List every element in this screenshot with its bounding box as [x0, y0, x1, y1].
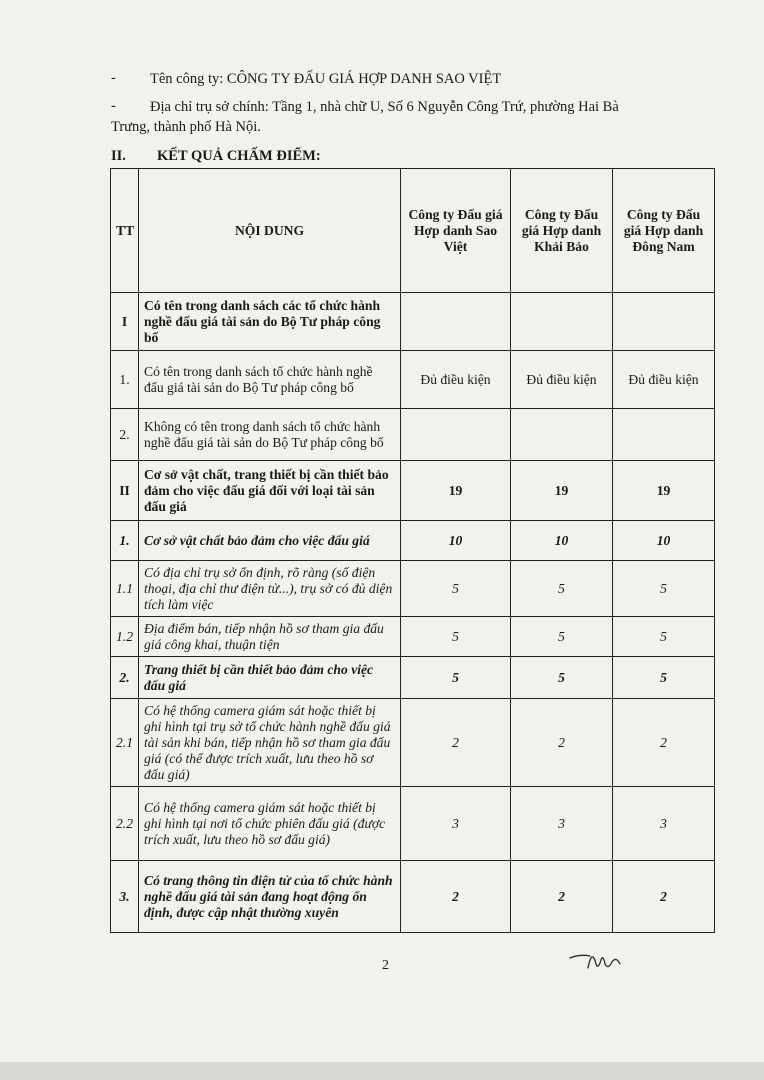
score-sao-viet: 2 [401, 861, 511, 933]
row-tt: II [111, 461, 139, 521]
row-tt: 3. [111, 861, 139, 933]
row-tt: 1.1 [111, 561, 139, 617]
row-content: Địa điểm bán, tiếp nhận hồ sơ tham gia đấu giá công khai, thuận tiện [139, 617, 401, 657]
row-content: Không có tên trong danh sách tổ chức hành nghề đấu giá tài sản do Bộ Tư pháp công bố [139, 409, 401, 461]
score-khai-bao: 2 [511, 699, 613, 787]
score-khai-bao: 2 [511, 861, 613, 933]
row-content: Có hệ thống camera giám sát hoặc thiết bị ghi hình tại nơi tổ chức phiên đấu giá (được trích xuất, lưu theo hồ sơ đấu giá) [139, 787, 401, 861]
table-row [111, 861, 715, 933]
section-title: KẾT QUẢ CHẤM ĐIỂM: [157, 148, 321, 164]
company-name-line: Tên công ty: CÔNG TY ĐẤU GIÁ HỢP DANH SAO VIỆT [150, 71, 502, 87]
row-content: Có tên trong danh sách các tổ chức hành nghề đấu giá tài sản do Bộ Tư pháp công bố [139, 293, 401, 351]
score-khai-bao: 5 [511, 561, 613, 617]
section-number: II. [111, 148, 126, 164]
score-sao-viet: 5 [401, 617, 511, 657]
row-tt: 2. [111, 657, 139, 699]
score-dong-nam: 5 [613, 617, 715, 657]
score-khai-bao [511, 409, 613, 461]
row-content: Cơ sở vật chất bảo đảm cho việc đấu giá [139, 521, 401, 561]
row-tt: 1.2 [111, 617, 139, 657]
address-line-1: Địa chỉ trụ sở chính: Tầng 1, nhà chữ U, Số 6 Nguyễn Công Trứ, phường Hai Bà [150, 99, 619, 115]
header-company-dong-nam: Công ty Đấu giá Hợp danh Đông Nam [613, 169, 715, 293]
row-content: Có hệ thống camera giám sát hoặc thiết bị ghi hình tại trụ sở tổ chức hành nghề đấu giá tài sản khi bán, tiếp nhận hồ sơ tham gia đấu giá (có thể được trích xuất, lưu theo hồ sơ đấu giá) [139, 699, 401, 787]
row-tt: 2.1 [111, 699, 139, 787]
table-header-row [111, 169, 715, 293]
header-tt: TT [111, 169, 139, 293]
score-dong-nam: 2 [613, 861, 715, 933]
score-khai-bao [511, 293, 613, 351]
bullet-dash: - [111, 98, 116, 114]
table-row [111, 657, 715, 699]
score-khai-bao: 5 [511, 617, 613, 657]
score-sao-viet: 5 [401, 657, 511, 699]
table-row [111, 617, 715, 657]
scoring-table [110, 168, 715, 933]
scan-edge-strip [0, 1062, 764, 1080]
score-dong-nam [613, 409, 715, 461]
row-tt: 1. [111, 521, 139, 561]
row-content: Có tên trong danh sách tổ chức hành nghề đấu giá tài sản do Bộ Tư pháp công bố [139, 351, 401, 409]
score-khai-bao: 5 [511, 657, 613, 699]
table-row [111, 409, 715, 461]
row-tt: 2. [111, 409, 139, 461]
score-dong-nam: 19 [613, 461, 715, 521]
score-dong-nam: 5 [613, 657, 715, 699]
section-heading [111, 148, 321, 165]
row-tt: I [111, 293, 139, 351]
bullet-dash: - [111, 70, 116, 86]
score-sao-viet: Đủ điều kiện [401, 351, 511, 409]
score-dong-nam: 2 [613, 699, 715, 787]
score-sao-viet: 2 [401, 699, 511, 787]
header-content: NỘI DUNG [139, 169, 401, 293]
row-tt: 2.2 [111, 787, 139, 861]
score-khai-bao: Đủ điều kiện [511, 351, 613, 409]
score-sao-viet [401, 409, 511, 461]
score-dong-nam [613, 293, 715, 351]
row-content: Có địa chỉ trụ sở ổn định, rõ ràng (số điện thoại, địa chỉ thư điện tử...), trụ sở có đủ diện tích làm việc [139, 561, 401, 617]
address-line-2: Trưng, thành phố Hà Nội. [111, 119, 261, 135]
page-number: 2 [382, 958, 389, 973]
score-khai-bao: 19 [511, 461, 613, 521]
score-khai-bao: 3 [511, 787, 613, 861]
score-dong-nam: Đủ điều kiện [613, 351, 715, 409]
table-row [111, 461, 715, 521]
score-dong-nam: 10 [613, 521, 715, 561]
row-tt: 1. [111, 351, 139, 409]
table-row [111, 561, 715, 617]
signature-mark [568, 944, 622, 974]
table-row [111, 351, 715, 409]
score-sao-viet [401, 293, 511, 351]
header-company-sao-viet: Công ty Đấu giá Hợp danh Sao Việt [401, 169, 511, 293]
table-row [111, 699, 715, 787]
score-dong-nam: 3 [613, 787, 715, 861]
header-company-khai-bao: Công ty Đấu giá Hợp danh Khải Bảo [511, 169, 613, 293]
row-content: Trang thiết bị cần thiết bảo đảm cho việc đấu giá [139, 657, 401, 699]
table-row [111, 293, 715, 351]
score-khai-bao: 10 [511, 521, 613, 561]
score-sao-viet: 5 [401, 561, 511, 617]
score-sao-viet: 3 [401, 787, 511, 861]
row-content: Có trang thông tin điện tử của tổ chức hành nghề đấu giá tài sản đang hoạt động ổn định, được cập nhật thường xuyên [139, 861, 401, 933]
row-content: Cơ sở vật chất, trang thiết bị cần thiết bảo đảm cho việc đấu giá đối với loại tài sản đấu giá [139, 461, 401, 521]
table-row [111, 521, 715, 561]
score-sao-viet: 19 [401, 461, 511, 521]
score-dong-nam: 5 [613, 561, 715, 617]
table-row [111, 787, 715, 861]
score-sao-viet: 10 [401, 521, 511, 561]
